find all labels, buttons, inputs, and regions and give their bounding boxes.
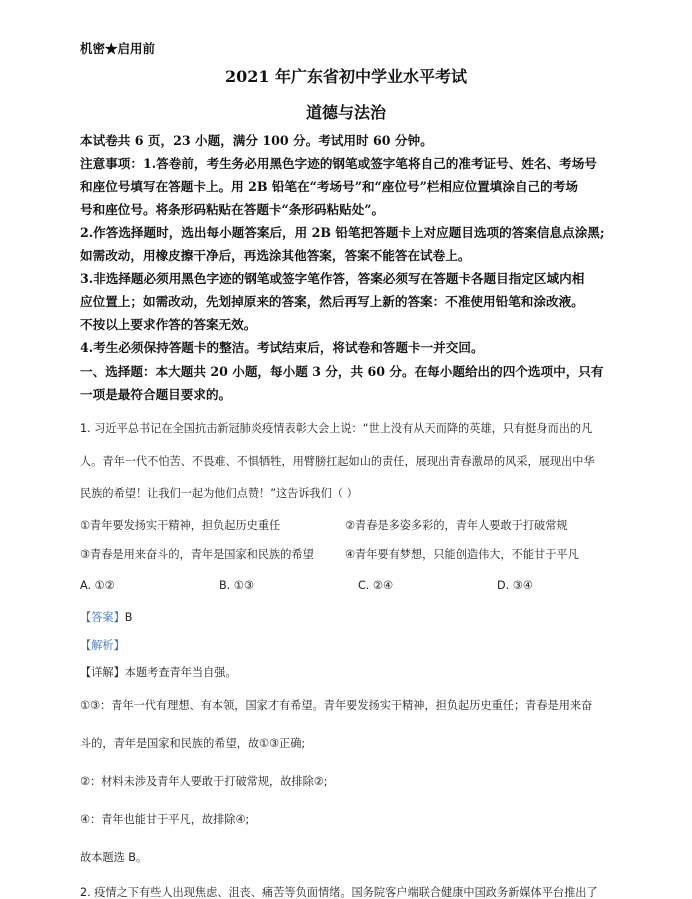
detail-label: 【详解】 [80,666,125,679]
statement-1: ①青年要发扬实干精神，担负起历史重任 [80,519,281,532]
section-heading-cont: 一项是最符合题目要求的。 [80,387,232,402]
question-1-stem: 民族的希望！让我们一起为他们点赞！”这告诉我们（ ） [80,487,358,500]
instruction-line: 2.作答选择题时，选出每小题答案后，用 2B 铅笔把答题卡上对应题目选项的答案信息点涂黑; [80,225,605,240]
instruction-line: 本试卷共 6 页，23 小题，满分 100 分。考试用时 60 分钟。 [80,133,433,148]
explanation-line: ①③：青年一代有理想、有本领，国家才有希望。青年要发扬实干精神，担负起历史重任；青春是用来奋 [80,699,593,712]
option-c: C. ②④ [358,579,393,592]
instruction-line: 号和座位号。将条形码粘贴在答题卡“条形码粘贴处”。 [80,202,385,217]
statement-3: ③青春是用来奋斗的，青年是国家和民族的希望 [80,548,314,561]
analysis-label: 【解析】 [80,639,125,652]
question-2-stem: 2. 疫情之下有些人出现焦虑、沮丧、痛苦等负面情绪。国务院客户端联合健康中国政务新媒体平台推出了 [80,886,598,899]
instruction-line: 3.非选择题必须用黑色字迹的钢笔或签字笔作答，答案必须写在答题卡各题目指定区域内相 [80,271,585,286]
question-1-stem: 1. 习近平总书记在全国抗击新冠肺炎疫情表彰大会上说：“世上没有从天而降的英雄，只有挺身而出的凡 [80,422,593,435]
statement-4: ④青年要有梦想，只能创造伟大，不能甘于平凡 [345,548,579,561]
instruction-line: 应位置上；如需改动，先划掉原来的答案，然后再写上新的答案：不准使用铅笔和涂改液。 [80,294,584,309]
answer-label: 【答案】 [80,611,125,624]
instruction-line: 和座位号填写在答题卡上。用 2B 铅笔在“考场号”和“座位号”栏相应位置填涂自己的考场 [80,179,578,194]
explanation-line: ②：材料未涉及青年人要敢于打破常规，故排除②; [80,775,328,788]
option-b: B. ①③ [219,579,254,592]
page-title: 2021 年广东省初中学业水平考试 [224,67,468,86]
explanation-line: ④：青年也能甘于平凡，故排除④; [80,813,250,826]
detail-line [80,667,237,678]
statement-2: ②青春是多姿多彩的，青年人要敢于打破常规 [345,519,568,532]
explanation-line: 斗的，青年是国家和民族的希望，故①③正确; [80,737,306,750]
instruction-line: 注意事项：1.答卷前，考生务必用黑色字迹的钢笔或签字笔将自己的准考证号、姓名、考场号 [80,156,597,171]
instruction-line: 4.考生必须保持答题卡的整洁。考试结束后，将试卷和答题卡一并交回。 [80,340,484,355]
instruction-line: 如需改动，用橡皮擦干净后，再选涂其他答案，答案不能答在试卷上。 [80,248,471,263]
option-d: D. ③④ [497,579,533,592]
question-1-stem: 人。青年一代不怕苦、不畏难、不惧牺牲，用臂膀扛起如山的责任，展现出青春激昂的风采，展现出中华 [80,455,595,468]
answer-value: B [124,611,133,624]
subject-title: 道德与法治 [305,103,386,122]
section-heading: 一、选择题：本大题共 20 小题，每小题 3 分，共 60 分。在每小题给出的四个选项中，只有 [80,364,604,379]
secret-label: 机密★启用前 [80,41,156,56]
detail-text: 本题考查青年当自强。 [124,666,237,679]
answer-line [80,612,132,623]
explanation-conclusion: 故本题选 B。 [80,851,148,864]
instruction-line: 不按以上要求作答的答案无效。 [80,317,257,332]
option-a: A. ①② [80,579,115,592]
